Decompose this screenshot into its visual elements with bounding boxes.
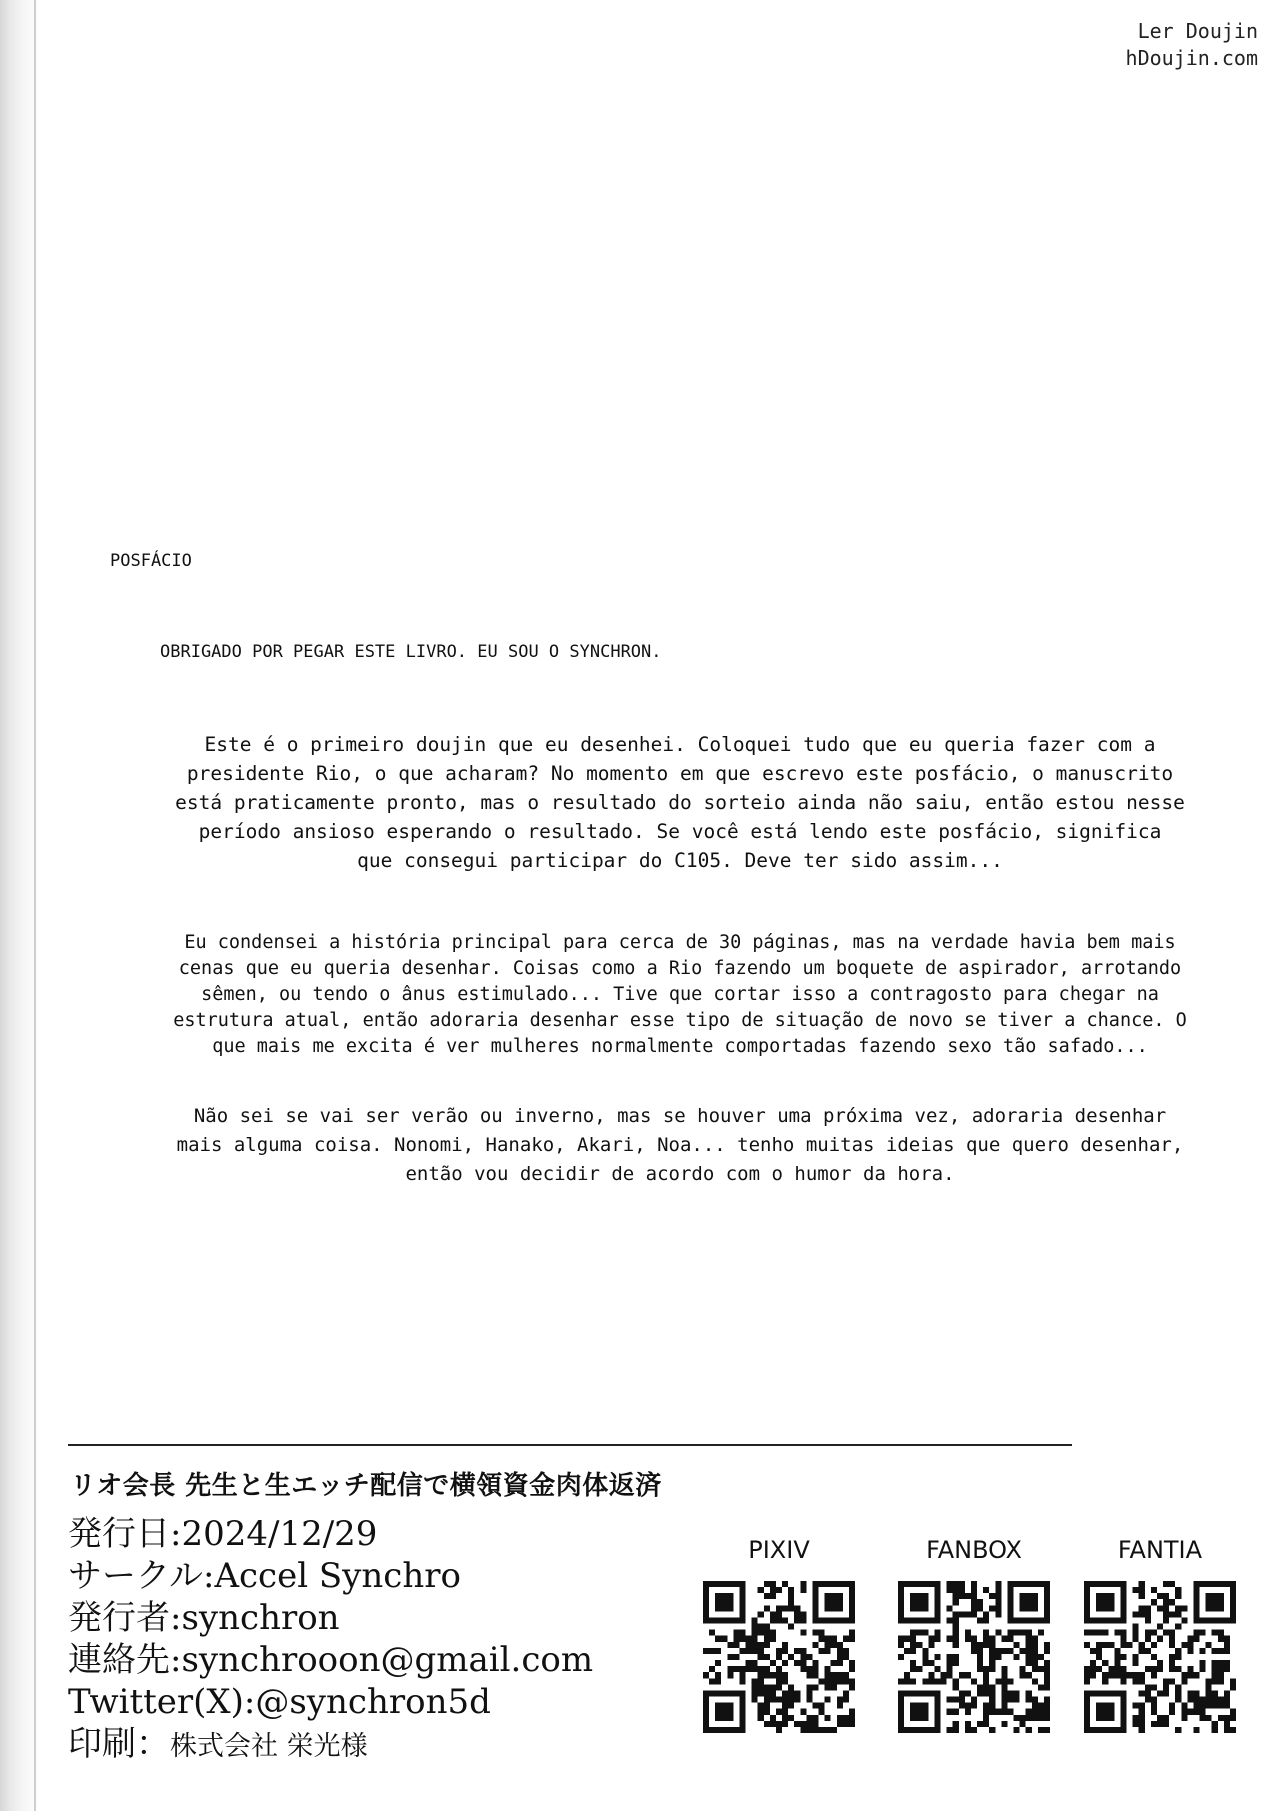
afterword-thanks-line: OBRIGADO POR PEGAR ESTE LIVRO. EU SOU O SYNCHRON. [160, 642, 662, 662]
colophon-value: synchrooon@gmail.com [181, 1640, 594, 1680]
paragraph-line: estrutura atual, então adoraria desenhar esse tipo de situação de novo se tiver a chance. O [173, 1010, 1187, 1031]
colophon-separator: : [170, 1514, 182, 1554]
qr-label: FANBOX [926, 1536, 1022, 1564]
colophon-label: 発行者 [68, 1598, 170, 1638]
paragraph-line: então vou decidir de acordo com o humor da hora. [405, 1163, 955, 1185]
colophon-value: 2024/12/29 [181, 1514, 378, 1554]
colophon-separator: : [170, 1640, 182, 1680]
colophon-row-twitter [68, 1681, 593, 1723]
colophon-label: 連絡先 [68, 1640, 170, 1680]
fantia-qr-block [1080, 1536, 1240, 1733]
colophon-separator: : [243, 1682, 256, 1722]
paragraph-line: sêmen, ou tendo o ânus estimulado... Tive que cortar isso a contragosto para chegar na [201, 984, 1159, 1005]
qr-label: PIXIV [748, 1536, 810, 1564]
colophon-divider [68, 1444, 1072, 1446]
book-title: リオ会長 先生と生エッチ配信で横領資金肉体返済 [70, 1471, 662, 1501]
paragraph-line: período ansioso esperando o resultado. Se você está lendo este posfácio, significa [198, 820, 1162, 843]
paragraph-line: presidente Rio, o que acharam? No momento em que escrevo este posfácio, o manuscrito [186, 762, 1174, 785]
watermark-line-1: Ler Doujin [1137, 19, 1258, 43]
paragraph-line: Não sei se vai ser verão ou inverno, mas se houver uma próxima vez, adoraria desenhar [193, 1105, 1167, 1127]
colophon-list [68, 1513, 593, 1768]
watermark-line-2: hDoujin.com [1125, 46, 1258, 70]
colophon-row-publish-date [68, 1513, 593, 1555]
site-watermark [1126, 18, 1258, 72]
paragraph-line: Este é o primeiro doujin que eu desenhei. Coloquei tudo que eu queria fazer com a [204, 733, 1156, 756]
paragraph-line: cenas que eu queria desenhar. Coisas como a Rio fazendo um boquete de aspirador, arrotando [178, 958, 1182, 979]
paragraph-line: está praticamente pronto, mas o resultado do sorteio ainda não saiu, então estou nesse [175, 791, 1185, 814]
colophon-separator: ： [136, 1724, 170, 1764]
paragraph-line: que mais me excita é ver mulheres normalmente comportadas fazendo sexo tão safado... [212, 1036, 1148, 1057]
afterword-heading: POSFÁCIO [110, 551, 192, 571]
afterword-paragraph-1 [100, 730, 1260, 875]
colophon-value: Accel Synchro [214, 1556, 461, 1596]
colophon-value: 株式会社 栄光様 [170, 1731, 368, 1762]
colophon-label: Twitter(X) [68, 1682, 244, 1722]
qr-code-icon [1084, 1581, 1236, 1733]
colophon-row-publisher [68, 1597, 593, 1639]
qr-code-icon [898, 1581, 1050, 1733]
qr-label: FANTIA [1117, 1536, 1203, 1564]
paragraph-line: Eu condensei a história principal para cerca de 30 páginas, mas na verdade havia bem mais [184, 932, 1176, 953]
colophon-row-contact [68, 1639, 593, 1681]
colophon-value: synchron [181, 1598, 340, 1638]
fanbox-qr-block [894, 1536, 1054, 1733]
colophon-separator: : [202, 1556, 215, 1596]
afterword-paragraph-3 [100, 1102, 1260, 1189]
colophon-value: @synchron5d [255, 1682, 491, 1722]
colophon-label: サークル [68, 1556, 203, 1596]
paragraph-line: mais alguma coisa. Nonomi, Hanako, Akari, Noa... tenho muitas ideias que quero desenhar, [176, 1134, 1184, 1156]
colophon-label: 印刷 [68, 1724, 136, 1764]
colophon-row-circle [68, 1555, 593, 1597]
qr-code-icon [703, 1581, 855, 1733]
colophon-row-printer [68, 1723, 593, 1768]
paper-binding-edge [0, 0, 40, 1811]
colophon-label: 発行日 [68, 1514, 170, 1554]
colophon-separator: : [170, 1598, 182, 1638]
paragraph-line: que consegui participar do C105. Deve ter sido assim... [357, 849, 1003, 872]
pixiv-qr-block [699, 1536, 859, 1733]
afterword-paragraph-2 [100, 930, 1260, 1060]
